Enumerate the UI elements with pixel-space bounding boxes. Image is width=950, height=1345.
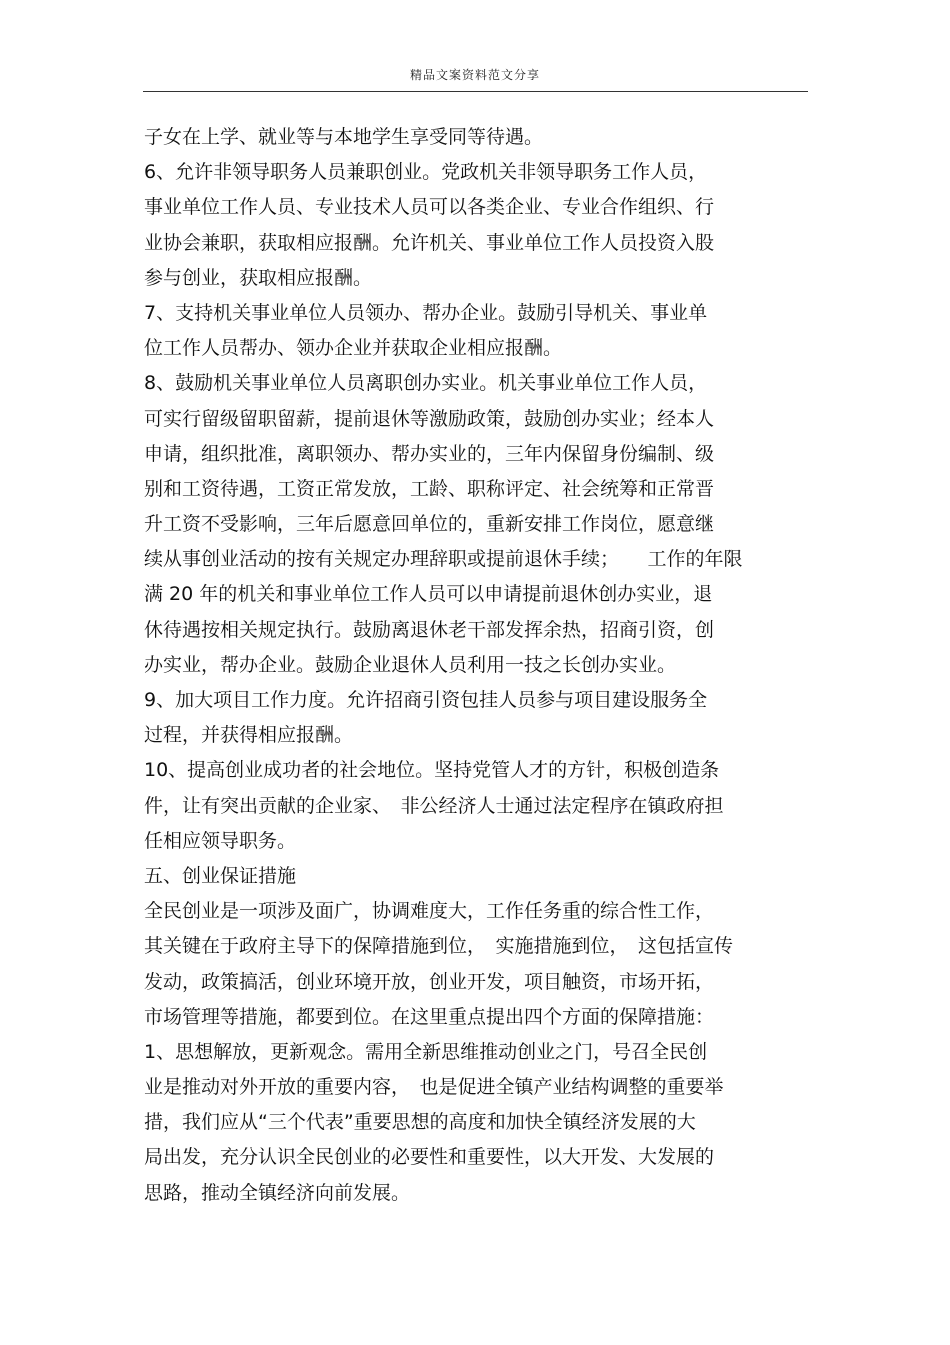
text-line: 8、鼓励机关事业单位人员离职创办实业。机关事业单位工作人员， [144, 372, 708, 395]
page-header: 精品文案资料范文分享 [409, 68, 540, 82]
text-line: 办实业，帮办企业。鼓励企业退休人员利用一技之长创办实业。 [144, 653, 677, 676]
text-line: 别和工资待遇，工资正常发放，工龄、职称评定、社会统筹和正常晋 [144, 477, 715, 500]
text-line: 位工作人员帮办、领办企业并获取企业相应报酬。 [144, 337, 563, 360]
text-line: 满 20 年的机关和事业单位工作人员可以申请提前退休创办实业，退 [144, 583, 713, 606]
document-body [144, 120, 814, 1211]
section-heading: 五、创业保证措施 [144, 864, 297, 887]
text-line: 任相应领导职务。 [144, 829, 297, 852]
text-line: 6、允许非领导职务人员兼职创业。党政机关非领导职务工作人员， [144, 161, 708, 184]
text-line: 思路，推动全镇经济向前发展。 [144, 1181, 411, 1204]
text-line: 参与创业，获取相应报酬。 [144, 266, 373, 289]
text-line: 休待遇按相关规定执行。鼓励离退休老干部发挥余热，招商引资，创 [144, 618, 715, 641]
text-line: 子女在上学、就业等与本地学生享受同等待遇。 [144, 126, 544, 148]
text-line: 业是推动对外开放的重要内容， 也是促进全镇产业结构调整的重要举 [144, 1076, 724, 1099]
text-line: 发动，政策搞活，创业环境开放，创业开发，项目触资，市场开拓， [144, 970, 715, 993]
text-line: 10、提高创业成功者的社会地位。坚持党管人才的方针，积极创造条 [144, 759, 720, 782]
text-line: 升工资不受影响，三年后愿意回单位的，重新安排工作岗位，愿意继 [144, 513, 715, 536]
text-line: 其关键在于政府主导下的保障措施到位， 实施措施到位， 这包括宣传 [144, 935, 734, 958]
text-line: 过程，并获得相应报酬。 [144, 724, 354, 747]
text-line: 措，我们应从“三个代表”重要思想的高度和加快全镇经济发展的大 [144, 1111, 696, 1134]
text-line: 件，让有突出贡献的企业家、 非公经济人士通过法定程序在镇政府担 [144, 794, 724, 817]
text-line: 市场管理等措施，都要到位。在这里重点提出四个方面的保障措施： [144, 1005, 715, 1028]
text-line: 局出发，充分认识全民创业的必要性和重要性，以大开发、大发展的 [144, 1146, 715, 1169]
text-line: 申请，组织批准，离职领办、帮办实业的，三年内保留身份编制、级 [144, 442, 715, 465]
text-line: 9、加大项目工作力度。允许招商引资包挂人员参与项目建设服务全 [144, 689, 708, 711]
header-divider [143, 91, 808, 92]
text-line: 全民创业是一项涉及面广，协调难度大，工作任务重的综合性工作， [144, 900, 715, 923]
text-line: 7、支持机关事业单位人员领办、帮办企业。鼓励引导机关、事业单 [144, 301, 708, 324]
text-line: 续从事创业活动的按有关规定办理辞职或提前退休手续； 工作的年限 [144, 548, 743, 571]
text-line: 1、思想解放，更新观念。需用全新思维推动创业之门，号召全民创 [144, 1040, 708, 1063]
text-line: 事业单位工作人员、专业技术人员可以各类企业、专业合作组织、行 [144, 196, 715, 219]
text-line: 业协会兼职，获取相应报酬。允许机关、事业单位工作人员投资入股 [144, 231, 715, 254]
text-line: 可实行留级留职留薪，提前退休等激励政策，鼓励创办实业；经本人 [144, 407, 715, 430]
